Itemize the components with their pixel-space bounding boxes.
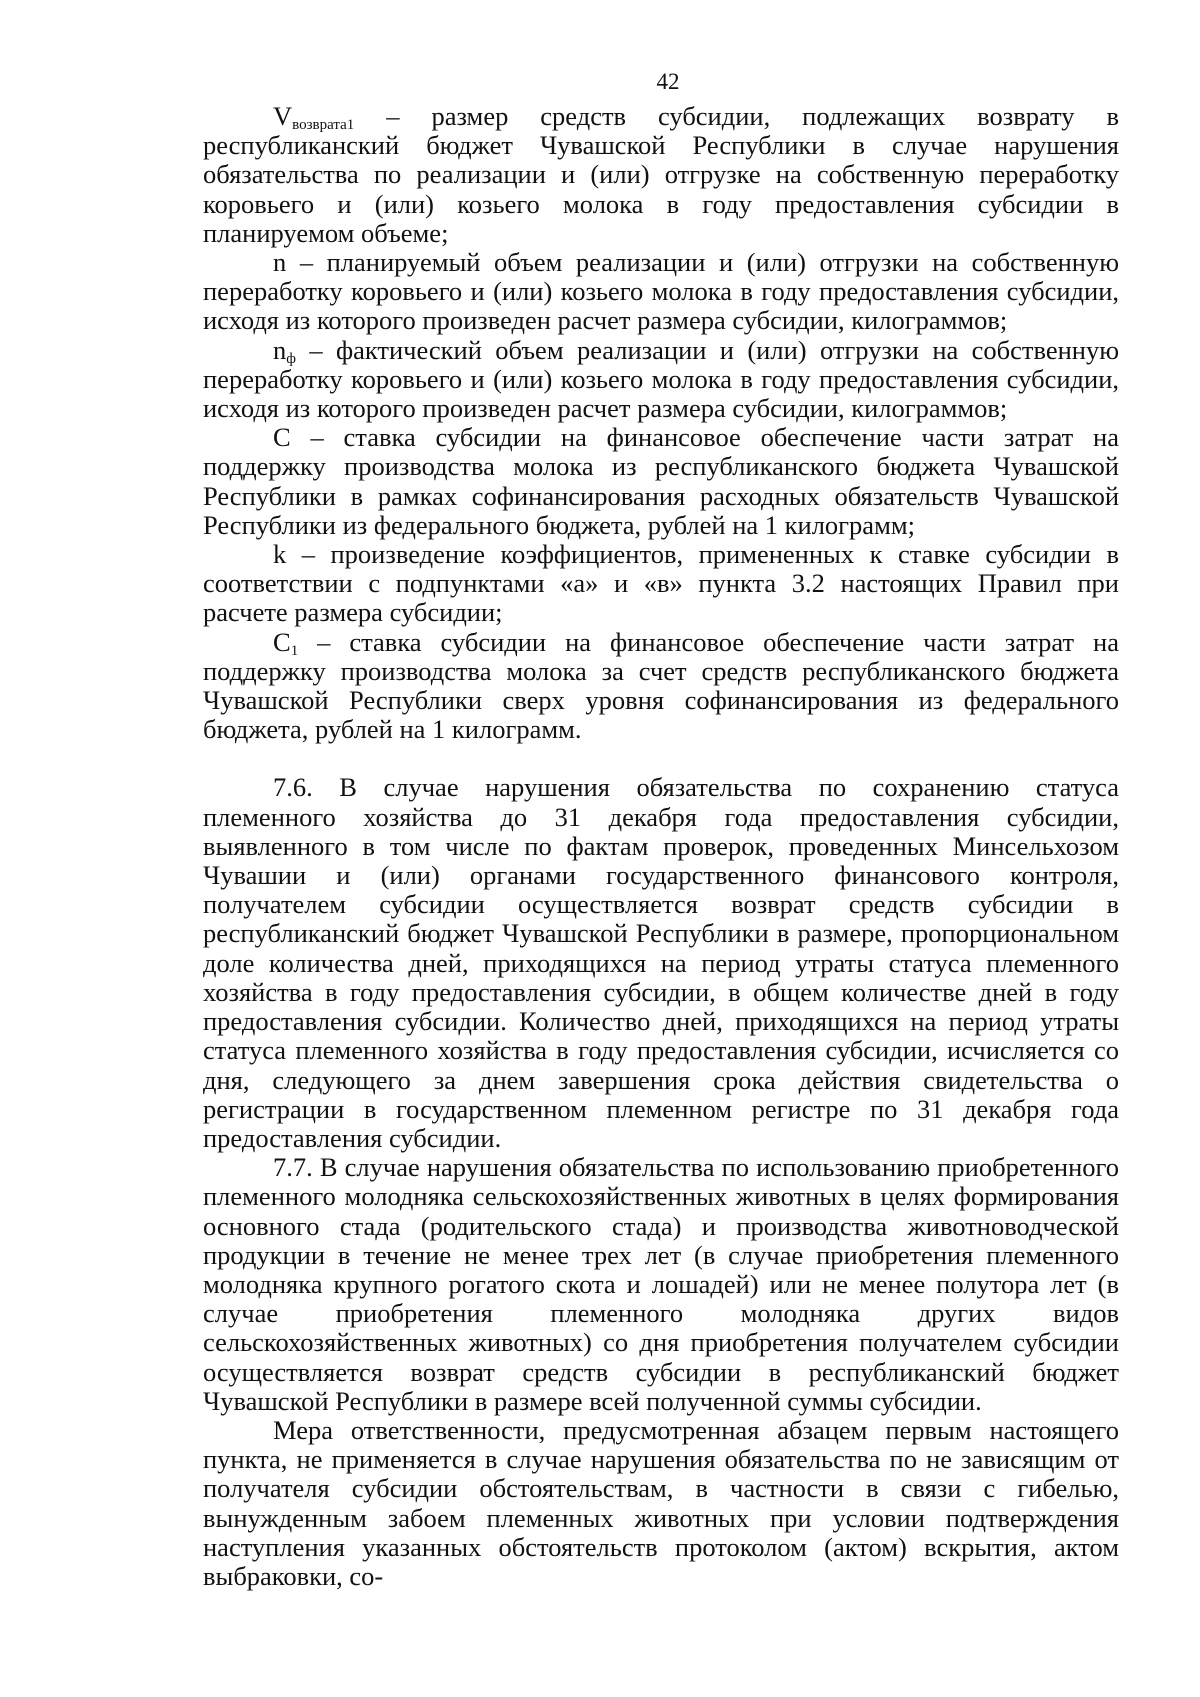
definition-symbol: C (273, 626, 291, 657)
definition-text: – фактический объем реализации и (или) отгрузки на собственную переработку коровьего и (или) козьего молока в году предоставления субсидии, исходя из которого произведен расчет размера субсидии, килограммов; (203, 334, 1119, 424)
definition-subscript: возврата1 (292, 117, 355, 133)
clause-7-7-exception: Мера ответственности, предусмотренная абзацем первым настоящего пункта, не применяется в случае нарушения обязательства по не зависящим от получателя субсидии обстоятельствам, в частности в связи с гибелью, вынужденным забоем племенных животных при условии подтверждения наступления указанных обстоятельств протоколом (актом) вскрытия, актом выбраковки, со- (203, 1414, 1119, 1591)
definition-symbol: V (273, 101, 293, 131)
clause-7-6: 7.6. В случае нарушения обязательства по сохранению статуса племенного хозяйства до 31 декабря года предоставления субсидии, выявленного в том числе по фактам проверок, проведенных Минсельхозом Чувашии и (или) органами государственного финансового контроля, получателем субсидии осуществляется возврат средств субсидии в республиканский бюджет Чувашской Республики в размере, пропорциональном доле количества дней, приходящихся на период утраты статуса племенного хозяйства в году предоставления субсидии, в общем количестве дней в году предоставления субсидии. Количество дней, приходящихся на период утраты статуса племенного хозяйства в году предоставления субсидии, исчисляется со дня, следующего за днем завершения срока действия свидетельства о регистрации в государственном племенном регистре по 31 декабря года предоставления субсидии. (203, 772, 1119, 1153)
definition-text: – произведение коэффициентов, примененных к ставке субсидии в соответствии с подпунктами «а» и «в» пункта 3.2 настоящих Правил при расчете размера субсидии; (203, 539, 1119, 628)
definition-list (203, 102, 1119, 744)
definition-text: – планируемый объем реализации и (или) отгрузки на собственную переработку коровьего и (или) козьего молока в году предоставления субсидии, исходя из которого произведен расчет размера субсидии, килограммов; (203, 247, 1119, 336)
definition-item (203, 628, 1119, 745)
definition-item (203, 423, 1119, 540)
definition-subscript: ф (286, 350, 296, 367)
definition-symbol: n (273, 334, 287, 365)
definition-item (203, 102, 1119, 248)
definition-item (203, 248, 1119, 336)
definition-symbol: k (273, 539, 287, 570)
definition-text: – ставка субсидии на финансовое обеспечение части затрат на поддержку производства молока за счет средств республиканского бюджета Чувашской Республики сверх уровня софинансирования из федерального бюджета, рублей на 1 килограмм. (203, 626, 1119, 745)
definition-item (203, 540, 1119, 628)
paragraph-gap (203, 744, 1119, 773)
definition-text: – размер средств субсидии, подлежащих возврату в республиканский бюджет Чувашской Республики в случае нарушения обязательства по реализации и (или) отгрузке на собственную переработку коровьего и (или) козьего молока в году предоставления субсидии в планируемом объеме; (203, 101, 1119, 248)
definition-subscript: 1 (290, 642, 299, 659)
page-number: 42 (656, 69, 680, 94)
definition-symbol: n (273, 247, 287, 278)
definition-symbol: C (273, 422, 291, 453)
clause-7-7: 7.7. В случае нарушения обязательства по использованию приобретенного племенного молодняка сельскохозяйственных животных в целях формирования основного стада (родительского стада) и производства животноводческой продукции в течение не менее трех лет (в случае приобретения племенного молодняка крупного рогатого скота и лошадей) или не менее полутора лет (в случае приобретения племенного молодняка других видов сельскохозяйственных животных) со дня приобретения получателем субсидии осуществляется возврат средств субсидии в республиканский бюджет Чувашской Республики в размере всей полученной суммы субсидии. (203, 1152, 1119, 1416)
definition-item (203, 336, 1119, 424)
definition-text: – ставка субсидии на финансовое обеспечение части затрат на поддержку производства молока из республиканского бюджета Чувашской Республики в рамках софинансирования расходных обязательств Чувашской Республики из федерального бюджета, рублей на 1 килограмм; (203, 422, 1119, 540)
